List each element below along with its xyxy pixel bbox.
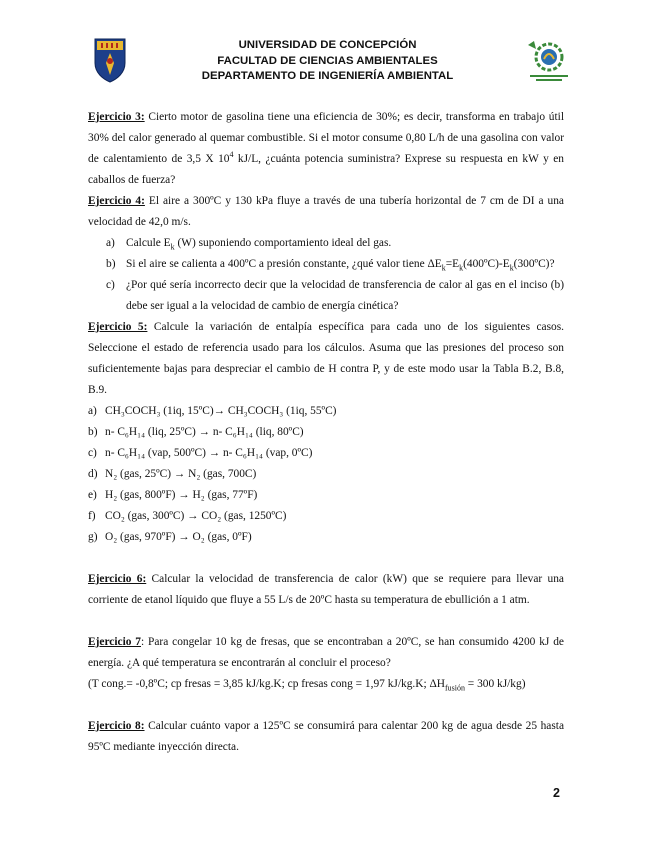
exercise-4-title: Ejercicio 4: [88,195,145,207]
case-item: a) CH₃COCH₃ (1iq, 15ºC)→ CH₃COCH₃ (1iq, 55ºC) [88,405,337,417]
exercise-7-title: Ejercicio 7 [88,636,141,648]
case-item: e) H₂ (gas, 800ºF) → H₂ (gas, 77ºF) [88,489,258,501]
page-number: 2 [553,786,560,800]
exercise-8-title: Ejercicio 8: [88,720,145,732]
case-item: b) n- C₆H₁₄ (liq, 25ºC) → n- C₆H₁₄ (liq, 80ºC) [88,426,304,438]
exercise-7-data: (T cong.= -0,8ºC; cp fresas = 3,85 kJ/kg.K; cp fresas cong = 1,97 kJ/kg.K; $\Delta H_{fusión} = 300$ kJ/kg) [88,678,526,693]
header-university: UNIVERSIDAD DE CONCEPCIÓN [238,39,417,51]
exercise-4-item-a: a) Calcule $E_k$ (W) suponiendo comportamiento ideal del gas. [106,237,392,252]
case-item: d) N₂ (gas, 25ºC) → N₂ (gas, 700C) [88,468,257,480]
case-item: f) CO₂ (gas, 300ºC) → CO₂ (gas, 1250ºC) [88,510,287,522]
exercise-4-item-c: c) ¿Por qué sería incorrecto decir que la velocidad de transferencia de calor al gas en el inciso (b) debe ser igual a la velocidad de cambio de energía cinética? [106,279,564,312]
exercise-5-cases [88,401,564,548]
exercise-4-item-b: b) Si el aire se calienta a 400ºC a presión constante, ¿qué valor tiene $\Delta E_k=E_k(400ºC)-E_k(300ºC)$? [106,258,555,273]
exercise-3: Ejercicio 3: Cierto motor de gasolina tiene una eficiencia de 30%; es decir, transforma en trabajo útil 30% del calor generado al quemar combustible. Si el motor consume 0,80 L/h de una gasolina con valor de calentamiento de 3,5 X $10^4$ kJ/L, ¿cuánta potencia suministra? Exprese su respuesta en kW y en caballos de fuerza? [88,111,564,186]
exercise-6-title: Ejercicio 6: [88,573,147,585]
exercise-5-title: Ejercicio 5: [88,321,148,333]
document-body [88,107,564,758]
document-header [0,38,655,85]
exercise-8: Ejercicio 8: Calcular cuánto vapor a 125ºC se consumirá para calentar 200 kg de agua desde 25 hasta 95ºC mediante inyección directa. [88,720,564,753]
exercise-6: Ejercicio 6: Calcular la velocidad de transferencia de calor (kW) que se requiere para llevar una corriente de etanol líquido que fluye a 55 L/s de 20ºC hasta su temperatura de ebullición a 1 atm. [88,573,564,606]
exercise-4: Ejercicio 4: El aire a 300ºC y 130 kPa fluye a través de una tubería horizontal de 7 cm de DI a una velocidad de 42,0 m/s. [88,195,564,228]
header-department: DEPARTAMENTO DE INGENIERÍA AMBIENTAL [201,70,454,82]
header-faculty: FACULTAD DE CIENCIAS AMBIENTALES [217,54,438,67]
case-item: c) n- C₆H₁₄ (vap, 500ºC) → n- C₆H₁₄ (vap, 0ºC) [88,447,313,459]
exercise-5: Ejercicio 5: Calcule la variación de entalpía específica para cada uno de los siguientes casos. Seleccione el estado de referencia usado para los cálculos. Asuma que las presiones del proceso son suficientemente bajas para despreciar el cambio de H contra P, y de este modo usar la Tabla B.2, B.8, B.9. [88,321,564,396]
case-item: g) O₂ (gas, 970ºF) → O₂ (gas, 0ºF) [88,531,252,543]
exercise-3-title: Ejercicio 3: [88,111,145,123]
exercise-7: Ejercicio 7: Para congelar 10 kg de fresas, que se encontraban a 20ºC, se han consumido 4200 kJ de energía. ¿A qué temperatura se encontrarán al concluir el proceso? [88,636,564,669]
